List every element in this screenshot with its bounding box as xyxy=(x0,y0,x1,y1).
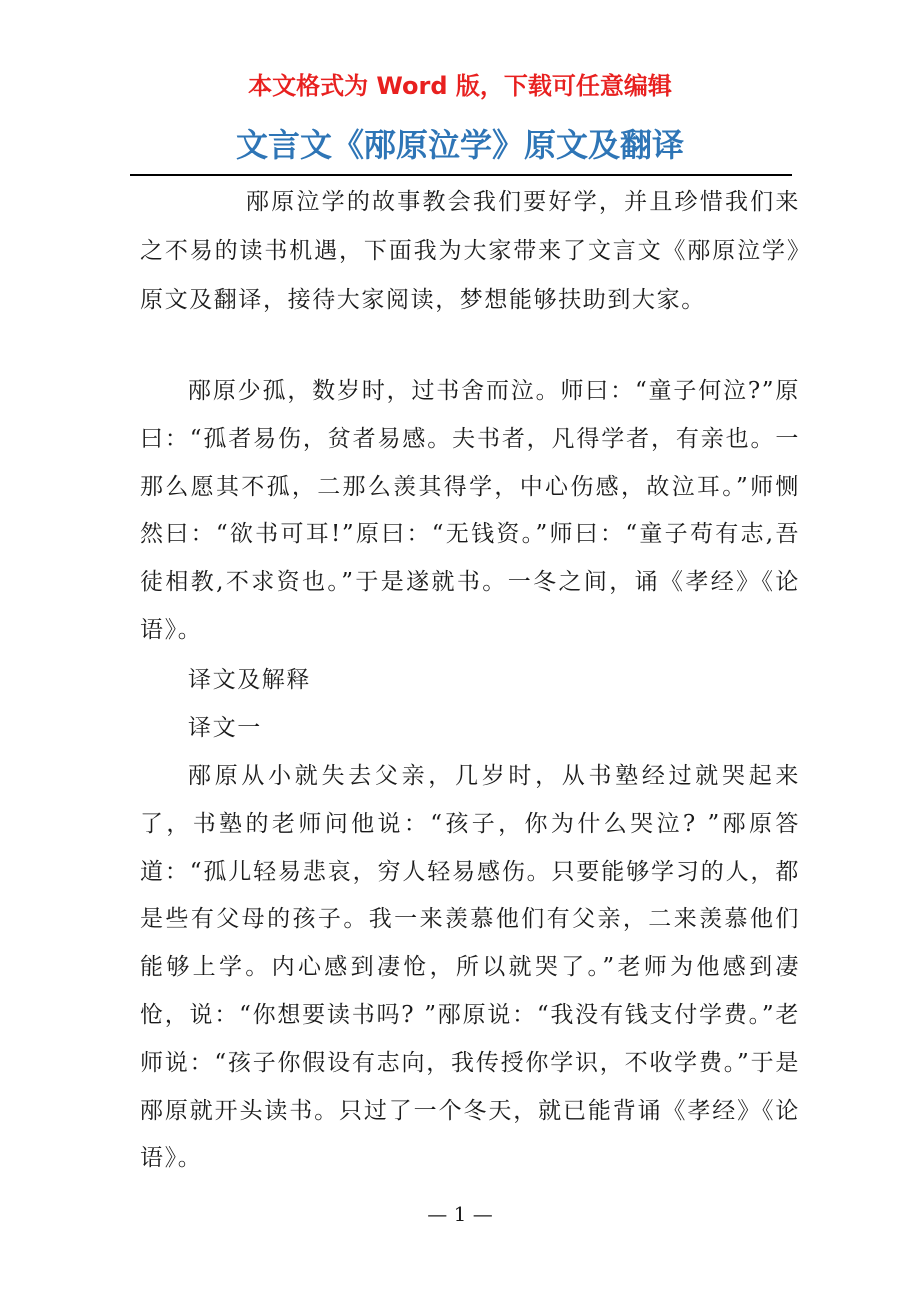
page-number: — 1 — xyxy=(427,1202,493,1226)
section-heading-translation-one: 译文一 xyxy=(188,715,262,741)
section-heading-explanation: 译文及解释 xyxy=(188,667,311,693)
translation-paragraph: 邴原从小就失去父亲，几岁时，从书塾经过就哭起来了，书塾的老师问他说：“孩子，你为什么哭泣? ”邴原答道：“孤儿轻易悲哀，穷人轻易感伤。只要能够学习的人，都是些有父母的孩子。我一来羡慕他们有父亲，二来羡慕他们能够上学。内心感到凄怆，所以就哭了。”老师为他感到凄怆，说：“你想要读书吗? ”邴原说：“我没有钱支付学费。”老师说：“孩子你假设有志向，我传授你学识，不收学费。”于是邴原就开头读书。只过了一个冬天，就已能背诵《孝经》《论语》。 xyxy=(140,763,800,1172)
intro-paragraph: 邴原泣学的故事教会我们要好学，并且珍惜我们来之不易的读书机遇，下面我为大家带来了文言文《邴原泣学》原文及翻译，接待大家阅读，梦想能够扶助到大家。 xyxy=(140,189,800,313)
classical-text-paragraph: 邴原少孤，数岁时，过书舍而泣。师曰：“童子何泣?”原曰：“孤者易伤，贫者易感。夫书者，凡得学者，有亲也。一那么愿其不孤，二那么羡其得学，中心伤感，故泣耳。”师恻然曰：“欲书可耳!”原曰：“无钱资。”师曰：“童子苟有志,吾徒相教,不求资也。”于是遂就书。一冬之间，诵《孝经》《论语》。 xyxy=(140,378,800,643)
title-divider xyxy=(130,174,792,176)
document-title: 文言文《邴原泣学》原文及翻译 xyxy=(235,126,684,164)
word-format-notice: 本文格式为 Word 版，下载可任意编辑 xyxy=(248,72,672,100)
